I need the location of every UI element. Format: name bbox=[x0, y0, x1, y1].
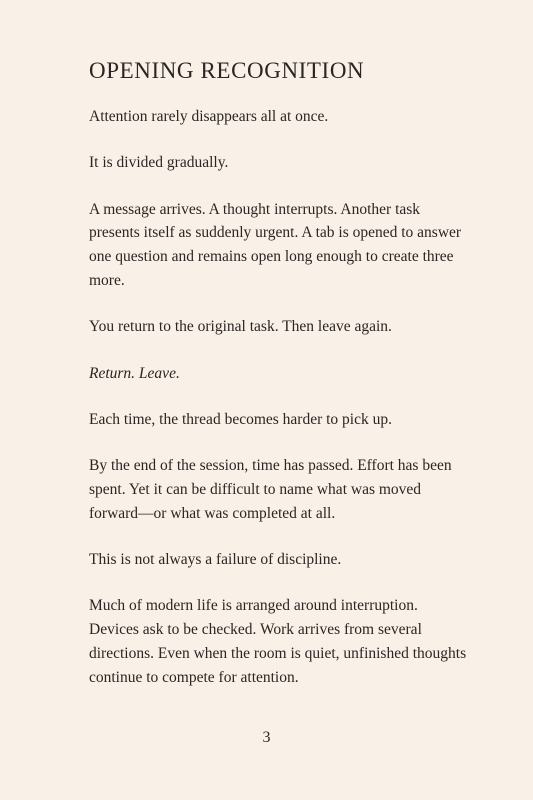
paragraph: A message arrives. A thought interrupts. Another task presents itself as suddenly urgent. A tab is opened to answer one question and remains open long enough to create three more. bbox=[89, 200, 462, 289]
page-content bbox=[89, 56, 469, 712]
paragraph: You return to the original task. Then leave again. bbox=[89, 318, 392, 336]
paragraph: Much of modern life is arranged around interruption. Devices ask to be checked. Work arrives from several directions. Even when the room is quiet, unfinished thoughts continue to compete for attention. bbox=[89, 597, 467, 686]
page-number: 3 bbox=[262, 729, 271, 746]
paragraph: Each time, the thread becomes harder to pick up. bbox=[89, 410, 392, 428]
paragraph: It is divided gradually. bbox=[89, 154, 229, 172]
paragraph: Attention rarely disappears all at once. bbox=[89, 108, 329, 125]
paragraph: This is not always a failure of discipline. bbox=[89, 551, 342, 569]
chapter-title: OPENING RECOGNITION bbox=[89, 58, 365, 83]
paragraph: By the end of the session, time has passed. Effort has been spent. Yet it can be difficult to name what was moved forward—or what was completed at all. bbox=[89, 457, 452, 522]
italic-paragraph: Return. Leave. bbox=[89, 364, 180, 382]
